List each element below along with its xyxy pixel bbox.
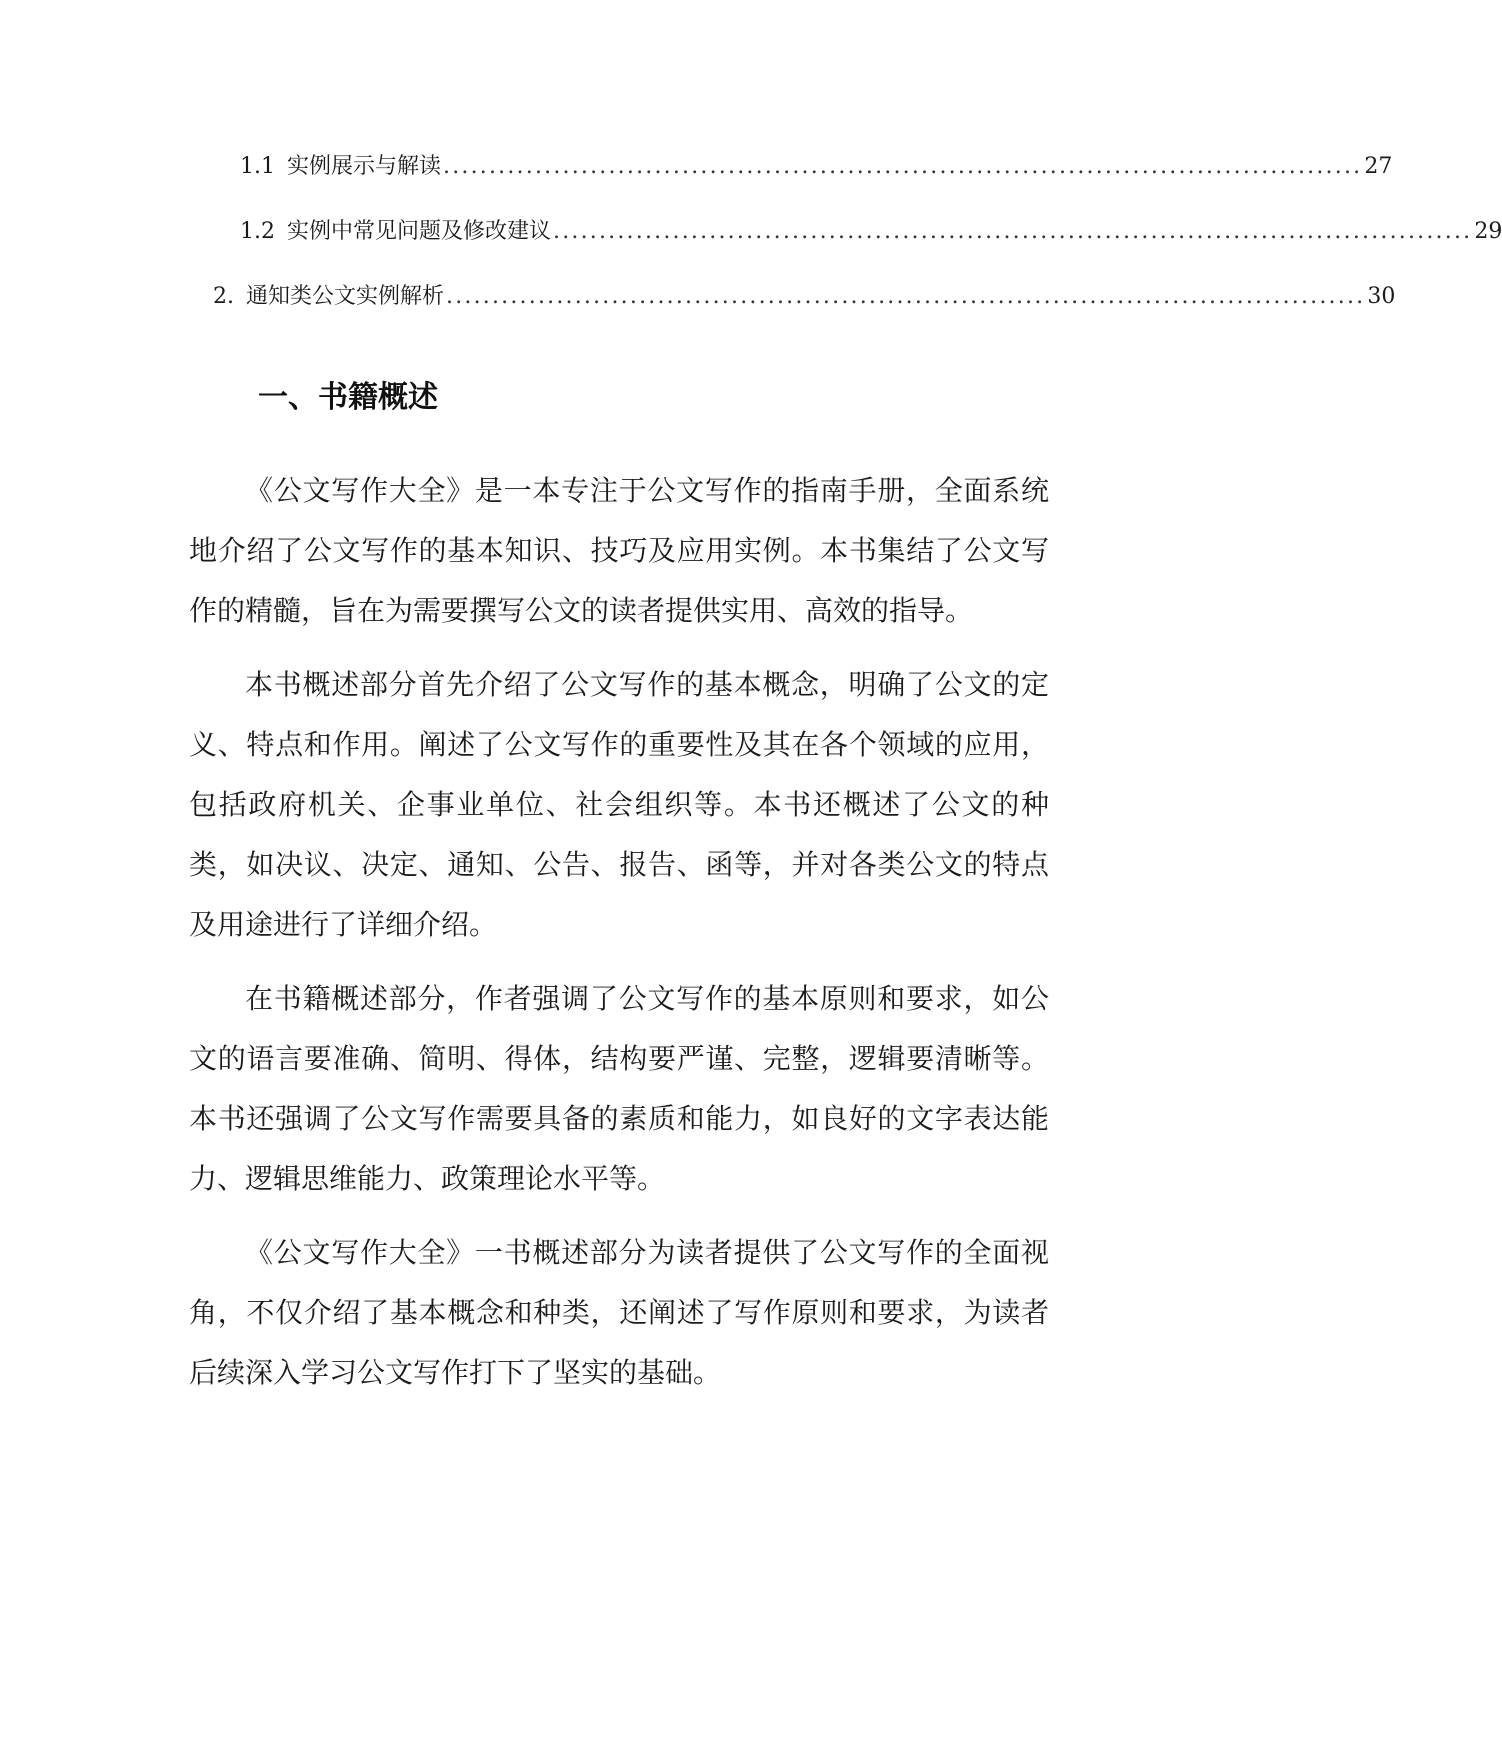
toc-text: 实例展示与解读 [287, 154, 442, 179]
paragraph: 《公文写作大全》是一本专注于公文写作的指南手册，全面系统地介绍了公文写作的基本知识、技巧及应用实例。本书集结了公文写作的精髓，旨在为需要撰写公文的读者提供实用、高效的指导。 [189, 474, 1049, 627]
toc-text: 通知类公文实例解析 [246, 284, 445, 309]
toc-number: 1.1 [240, 154, 275, 179]
toc-number: 2. [213, 284, 234, 309]
toc-entry[interactable] [240, 217, 1502, 247]
toc-page-number: 30 [1367, 284, 1396, 309]
toc-leader-dots: .................................................................................................... [443, 154, 1363, 179]
section-heading: 一、书籍概述 [258, 380, 438, 415]
toc-text: 实例中常见问题及修改建议 [287, 219, 552, 244]
toc-entry[interactable] [213, 282, 1396, 312]
paragraph: 在书籍概述部分，作者强调了公文写作的基本原则和要求，如公文的语言要准确、简明、得体，结构要严谨、完整，逻辑要清晰等。本书还强调了公文写作需要具备的素质和能力，如良好的文字表达能力、逻辑思维能力、政策理论水平等。 [189, 982, 1049, 1195]
section-body [189, 461, 1049, 1417]
toc-page-number: 29 [1474, 219, 1502, 244]
toc-leader-dots: .................................................................................................... [446, 284, 1366, 309]
toc-entry[interactable] [240, 152, 1393, 182]
paragraph: 《公文写作大全》一书概述部分为读者提供了公文写作的全面视角，不仅介绍了基本概念和种类，还阐述了写作原则和要求，为读者后续深入学习公文写作打下了坚实的基础。 [189, 1236, 1049, 1389]
toc-leader-dots: .................................................................................................... [553, 219, 1473, 244]
paragraph: 本书概述部分首先介绍了公文写作的基本概念，明确了公文的定义、特点和作用。阐述了公文写作的重要性及其在各个领域的应用，包括政府机关、企事业单位、社会组织等。本书还概述了公文的种类，如决议、决定、通知、公告、报告、函等，并对各类公文的特点及用途进行了详细介绍。 [189, 668, 1049, 941]
toc-page-number: 27 [1364, 154, 1393, 179]
toc-number: 1.2 [240, 219, 275, 244]
